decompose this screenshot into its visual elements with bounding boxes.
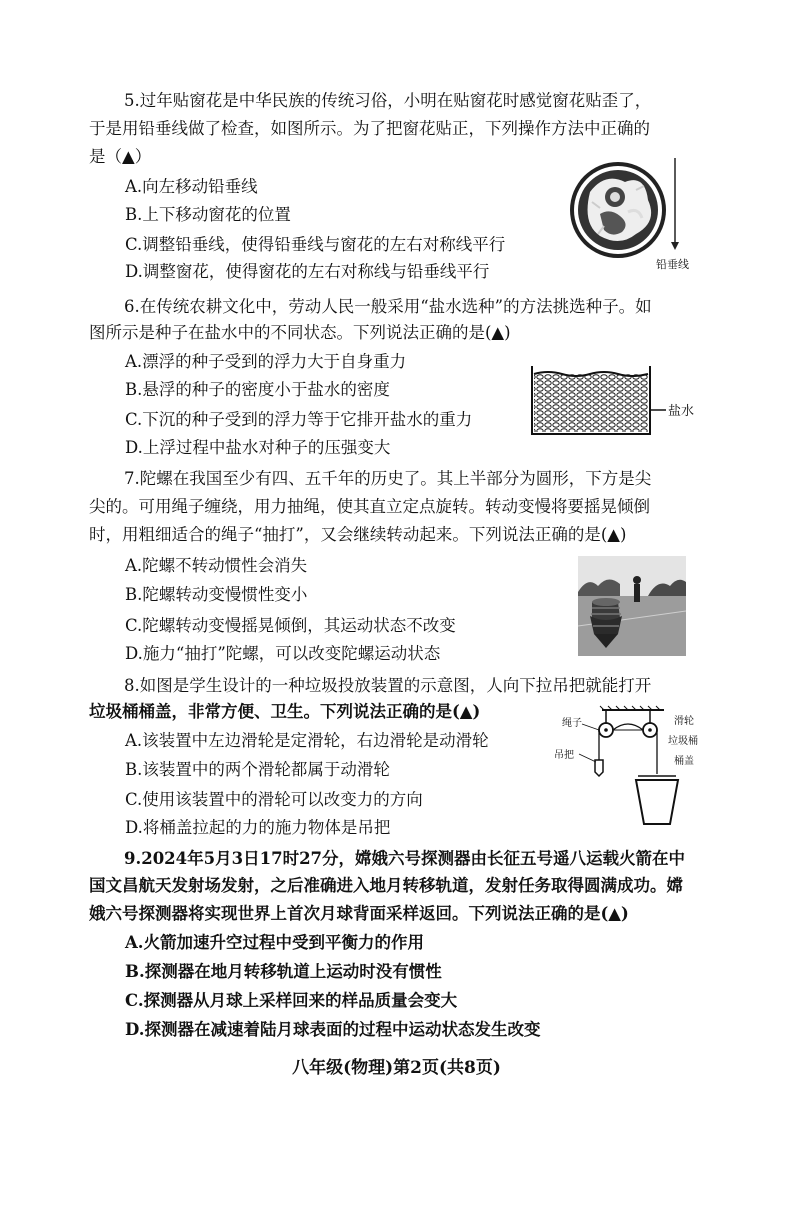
salt-water-seed-figure [528, 362, 703, 436]
lid-label: 桶盖 [674, 756, 694, 767]
q7-option-b: B.陀螺转动变慢惯性变小 [125, 585, 308, 604]
q5-stem-line-1: 5.过年贴窗花是中华民族的传统习俗，小明在贴窗花时感觉窗花贴歪了， [124, 91, 652, 110]
q6-option-c: C.下沉的种子受到的浮力等于它排开盐水的重力 [125, 410, 473, 429]
q8-option-a: A.该装置中左边滑轮是定滑轮，右边滑轮是动滑轮 [125, 731, 489, 750]
q7-option-d: D.施力“抽打”陀螺，可以改变陀螺运动状态 [125, 644, 441, 663]
q5-option-d: D.调整窗花，使得窗花的左右对称线与铅垂线平行 [125, 262, 490, 281]
q9-stem-line-3: 娥六号探测器将实现世界上首次月球背面采样返回。下列说法正确的是(▲) [89, 904, 629, 923]
q9-stem-line-1: 9.2024年5月3日17时27分，嫦娥六号探测器由长征五号遥八运载火箭在中 [124, 849, 686, 868]
handle-label: 吊把 [554, 750, 574, 761]
q9-stem-line-2: 国文昌航天发射场发射，之后准确进入地月转移轨道，发射任务取得圆满成功。嫦 [89, 876, 683, 895]
q9-option-b: B.探测器在地月转移轨道上运动时没有惯性 [125, 962, 442, 981]
q8-option-c: C.使用该装置中的滑轮可以改变力的方向 [125, 790, 423, 809]
q7-stem-line-3: 时，用粗细适合的绳子“抽打”，又会继续转动起来。下列说法正确的是(▲) [89, 525, 627, 544]
q5-stem-line-3: 是（▲） [89, 147, 152, 166]
q5-option-b: B.上下移动窗花的位置 [125, 205, 291, 224]
q7-stem-line-1: 7.陀螺在我国至少有四、五千年的历史了。其上半部分为圆形，下方是尖 [124, 469, 652, 488]
q7-option-a: A.陀螺不转动惯性会消失 [125, 556, 308, 575]
q9-option-d: D.探测器在减速着陆月球表面的过程中运动状态发生改变 [125, 1020, 541, 1039]
spinning-top-photo [578, 556, 686, 656]
q5-stem-line-2: 于是用铅垂线做了检查，如图所示。为了把窗花贴正，下列操作方法中正确的 [89, 119, 650, 138]
q8-option-d: D.将桶盖拉起的力的施力物体是吊把 [125, 818, 391, 837]
q7-option-c: C.陀螺转动变慢摇晃倾倒，其运动状态不改变 [125, 616, 456, 635]
q9-option-c: C.探测器从月球上采样回来的样品质量会变大 [125, 991, 458, 1010]
page-footer: 八年级(物理)第2页(共8页) [292, 1058, 501, 1078]
q5-option-c: C.调整铅垂线，使得铅垂线与窗花的左右对称线平行 [125, 235, 506, 254]
window-flower-figure [570, 152, 700, 274]
pulley-label: 滑轮 [674, 716, 694, 727]
q9-option-a: A.火箭加速升空过程中受到平衡力的作用 [125, 933, 425, 952]
q8-stem-line-2: 垃圾桶桶盖，非常方便、卫生。下列说法正确的是(▲) [89, 702, 481, 721]
pulley-trash-bin-figure [552, 704, 712, 828]
q6-stem-line-2: 图所示是种子在盐水中的不同状态。下列说法正确的是(▲) [89, 323, 511, 342]
plumb-line-label: 铅垂线 [656, 258, 689, 271]
bin-label: 垃圾桶 [668, 736, 698, 747]
q6-option-b: B.悬浮的种子的密度小于盐水的密度 [125, 380, 390, 399]
salt-water-label: 盐水 [668, 404, 695, 419]
rope-label: 绳子 [562, 718, 582, 729]
q6-option-a: A.漂浮的种子受到的浮力大于自身重力 [125, 352, 407, 371]
q7-stem-line-2: 尖的。可用绳子缠绕，用力抽绳，使其直立定点旋转。转动变慢将要摇晃倾倒 [89, 497, 650, 516]
q8-stem-line-1: 8.如图是学生设计的一种垃圾投放装置的示意图，人向下拉吊把就能打开 [124, 676, 652, 695]
q5-option-a: A.向左移动铅垂线 [125, 177, 258, 196]
q6-stem-line-1: 6.在传统农耕文化中，劳动人民一般采用“盐水选种”的方法挑选种子。如 [124, 297, 652, 316]
q6-option-d: D.上浮过程中盐水对种子的压强变大 [125, 438, 391, 457]
q8-option-b: B.该装置中的两个滑轮都属于动滑轮 [125, 760, 390, 779]
